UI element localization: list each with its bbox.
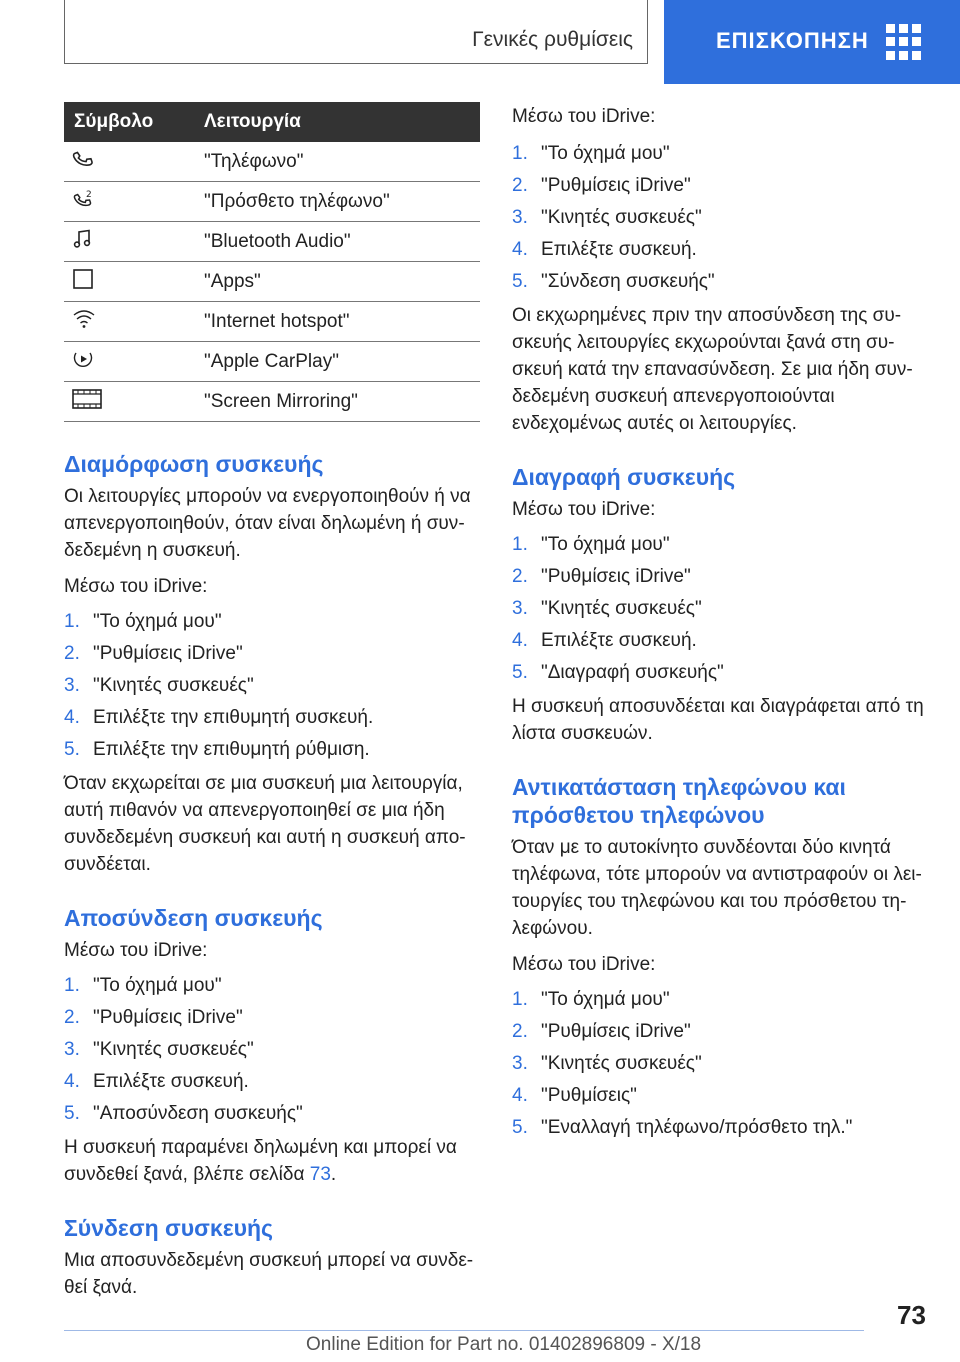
paragraph: Μέσω του iDrive: [512, 106, 656, 127]
footer-edition: Online Edition for Part no. 01402896809 - X/18 [306, 1334, 702, 1355]
step-list [64, 970, 480, 1130]
right-column [512, 102, 932, 1144]
paragraph: Μέσω του iDrive: [64, 576, 208, 597]
list-item: 1. "Το όχημά μου" [512, 534, 670, 555]
carplay-icon [72, 348, 94, 370]
table-row [64, 302, 480, 342]
table-row-label: "Apps" [204, 262, 480, 302]
table-row-label: "Screen Mirroring" [204, 382, 480, 422]
list-item: 5. "Αποσύνδεση συσκευής" [64, 1103, 303, 1124]
list-item: 1. "Το όχημά μου" [64, 975, 222, 996]
list-item: 4. Επιλέξτε την επιθυμητή συσκευή. [64, 707, 374, 728]
step-list [512, 529, 932, 689]
heading-connect-device: Σύνδεση συσκευής [64, 1215, 274, 1241]
list-item: 4. Επιλέξτε συσκευή. [512, 630, 697, 651]
list-item: 1. "Το όχημά μου" [512, 989, 670, 1010]
paragraph: Η συσκευή παραμένει δηλωμένη και μπορεί να συνδεθεί ξανά, βλέπε σελίδα 73. [64, 1137, 457, 1185]
step-list [512, 138, 932, 298]
svg-text:2: 2 [86, 189, 92, 200]
step-list [512, 984, 932, 1144]
list-item: 5. "Διαγραφή συσκευής" [512, 662, 724, 683]
table-row [64, 222, 480, 262]
header-section-box [64, 0, 648, 64]
paragraph: Μέσω του iDrive: [64, 940, 208, 961]
overview-tab-label[interactable]: ΕΠΙΣΚΟΠΗΣΗ [716, 28, 869, 53]
table-row [64, 142, 480, 182]
list-item: 2. "Ρυθμίσεις iDrive" [512, 175, 691, 196]
list-item: 2. "Ρυθμίσεις iDrive" [512, 1021, 691, 1042]
step-list [64, 606, 480, 766]
paragraph: Όταν με το αυτοκίνητο συνδέονται δύο κινητά τηλέφωνα, τότε μπορούν να αντιστραφούν οι λειτουργίες του τηλεφώνου και του πρόσθετου τηλεφώνου. [512, 837, 922, 939]
symbol-table [64, 102, 480, 422]
list-item: 5. "Σύνδεση συσκευής" [512, 271, 715, 292]
table-row [64, 262, 480, 302]
screen-mirroring-icon [72, 388, 102, 410]
music-note-icon [72, 228, 94, 250]
list-item: 3. "Κινητές συσκευές" [64, 1039, 254, 1060]
list-item: 5. Επιλέξτε την επιθυμητή ρύθμιση. [64, 739, 370, 760]
page-link[interactable]: 73 [309, 1164, 331, 1185]
table-row-label: "Bluetooth Audio" [204, 222, 480, 262]
apps-square-icon [72, 268, 94, 290]
footer-divider [64, 1330, 864, 1331]
table-row-label: "Τηλέφωνο" [204, 142, 480, 182]
list-item: 4. Επιλέξτε συσκευή. [64, 1071, 249, 1092]
list-item: 3. "Κινητές συσκευές" [64, 675, 254, 696]
heading-configure-device: Διαμόρφωση συσκευής [64, 451, 324, 477]
list-item: 3. "Κινητές συσκευές" [512, 1053, 702, 1074]
list-item: 1. "Το όχημά μου" [512, 143, 670, 164]
grid-menu-icon[interactable] [886, 24, 922, 60]
list-item: 2. "Ρυθμίσεις iDrive" [64, 1007, 243, 1028]
heading-disconnect-device: Αποσύνδεση συσκευής [64, 905, 323, 931]
table-row-label: "Internet hotspot" [204, 302, 480, 342]
heading-swap-phones: Αντικατάσταση τηλεφώνου και πρόσθετου τηλεφώνου [512, 774, 846, 828]
wifi-icon [72, 308, 96, 330]
list-item: 4. "Ρυθμίσεις" [512, 1085, 637, 1106]
paragraph: Οι λειτουργίες μπορούν να ενεργοποιηθούν ή να απενεργοποιηθούν, όταν είναι δηλωμένη ή συνδεδεμένη η συσκευή. [64, 486, 471, 561]
list-item: 3. "Κινητές συσκευές" [512, 207, 702, 228]
list-item: 5. "Εναλλαγή τηλέφωνο/πρόσθετο τηλ." [512, 1117, 853, 1138]
list-item: 3. "Κινητές συσκευές" [512, 598, 702, 619]
table-row [64, 382, 480, 422]
left-column [64, 102, 480, 1301]
paragraph: Μια αποσυνδεδεμένη συσκευή μπορεί να συνδεθεί ξανά. [64, 1250, 474, 1298]
list-item: 1. "Το όχημά μου" [64, 611, 222, 632]
second-phone-icon [72, 188, 94, 210]
table-row [64, 182, 480, 222]
paragraph: Μέσω του iDrive: [512, 954, 656, 975]
table-row-label: "Apple CarPlay" [204, 342, 480, 382]
page-number: 73 [897, 1300, 926, 1330]
col-function-header: Λειτουργία [204, 102, 480, 142]
section-title: Γενικές ρυθμίσεις [472, 28, 633, 51]
paragraph: Η συσκευή αποσυνδέεται και διαγράφεται από τη λίστα συσκευών. [512, 696, 924, 744]
symbol-table-header [64, 102, 480, 142]
table-row [64, 342, 480, 382]
list-item: 2. "Ρυθμίσεις iDrive" [64, 643, 243, 664]
heading-delete-device: Διαγραφή συσκευής [512, 464, 736, 490]
paragraph: Όταν εκχωρείται σε μια συσκευή μια λειτουργία, αυτή πιθανόν να απενεργοποιηθεί σε μια ήδη συνδεδεμένη συσκευή και αυτή η συσκευή αποσυνδέεται. [64, 773, 466, 875]
col-symbol-header: Σύμβολο [64, 102, 204, 142]
paragraph: Μέσω του iDrive: [512, 499, 656, 520]
phone-icon [72, 148, 94, 170]
paragraph: Οι εκχωρημένες πριν την αποσύνδεση της συσκευής λειτουργίες εκχωρούνται ξανά στη συσκευή κατά την επανασύνδεση. Σε μια ήδη συνδεδεμένη συσκευή απενεργοποιούνται ενδεχομένως αυτές οι λειτουργίες. [512, 305, 913, 434]
table-row-label: "Πρόσθετο τηλέφωνο" [204, 182, 480, 222]
list-item: 4. Επιλέξτε συσκευή. [512, 239, 697, 260]
list-item: 2. "Ρυθμίσεις iDrive" [512, 566, 691, 587]
